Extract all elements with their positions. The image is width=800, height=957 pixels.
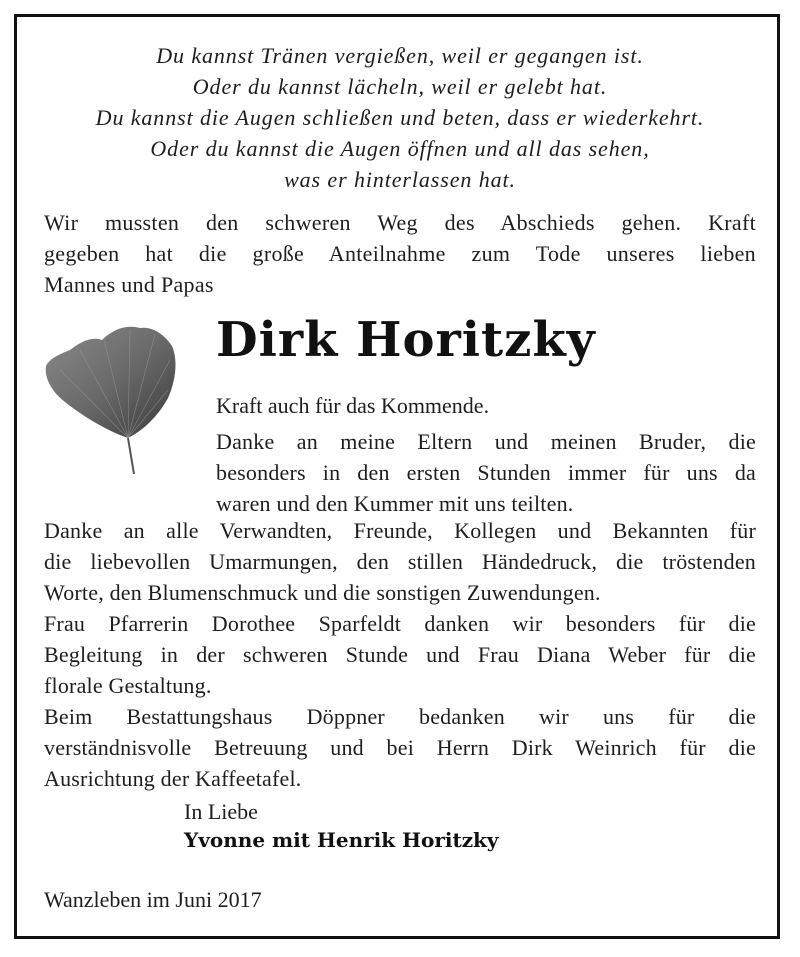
intro-paragraph	[44, 207, 756, 300]
thanks-family-paragraph	[216, 426, 756, 519]
thanks-all-line: Frau Pfarrerin Dorothee Sparfeldt danken wir besonders für die	[44, 611, 756, 636]
intro-line: gegeben hat die große Anteilnahme zum Tode unseres lieben	[44, 241, 756, 266]
thanks-all-paragraph	[44, 515, 756, 794]
thanks-all-line: Begleitung in der schweren Stunde und Frau Diana Weber für die	[44, 642, 756, 667]
thanks-family-line: besonders in den ersten Stunden immer für uns da	[216, 460, 756, 485]
poem-line: Oder du kannst die Augen öffnen und all das sehen,	[150, 136, 650, 161]
thanks-all-line: Ausrichtung der Kaffeetafel.	[44, 766, 302, 791]
thanks-all-line: verständnisvolle Betreuung und bei Herrn Dirk Weinrich für die	[44, 735, 756, 760]
thanks-family-line: Danke an meine Eltern und meinen Bruder, die	[216, 429, 756, 454]
signature-intro: In Liebe	[184, 799, 258, 824]
thanks-all-line: Danke an alle Verwandten, Freunde, Kollegen und Bekannten für	[44, 518, 756, 543]
thanks-all-line: Worte, den Blumenschmuck und die sonstigen Zuwendungen.	[44, 580, 601, 605]
poem-line: Oder du kannst lächeln, weil er gelebt hat.	[192, 74, 608, 99]
thanks-all-line: florale Gestaltung.	[44, 673, 212, 698]
poem-line: was er hinterlassen hat.	[284, 167, 516, 192]
thanks-all-line: die liebevollen Umarmungen, den stillen Händedruck, die tröstenden	[44, 549, 756, 574]
intro-line: Mannes und Papas	[44, 272, 214, 297]
intro-line: Wir mussten den schweren Weg des Abschieds gehen. Kraft	[44, 210, 756, 235]
place-date: Wanzleben im Juni 2017	[44, 887, 262, 912]
poem-line: Du kannst die Augen schließen und beten, dass er wiederkehrt.	[95, 105, 705, 130]
deceased-name: Dirk Horitzky	[216, 312, 596, 368]
thanks-all-line: Beim Bestattungshaus Döppner bedanken wir uns für die	[44, 704, 756, 729]
strength-line: Kraft auch für das Kommende.	[216, 393, 490, 418]
memorial-poem	[30, 40, 770, 195]
thanks-family-line: waren und den Kummer mit uns teilten.	[216, 491, 574, 516]
signature-names: Yvonne mit Henrik Horitzky	[184, 828, 499, 852]
poem-line: Du kannst Tränen vergießen, weil er gegangen ist.	[156, 43, 644, 68]
ginkgo-leaf-icon	[40, 320, 180, 480]
